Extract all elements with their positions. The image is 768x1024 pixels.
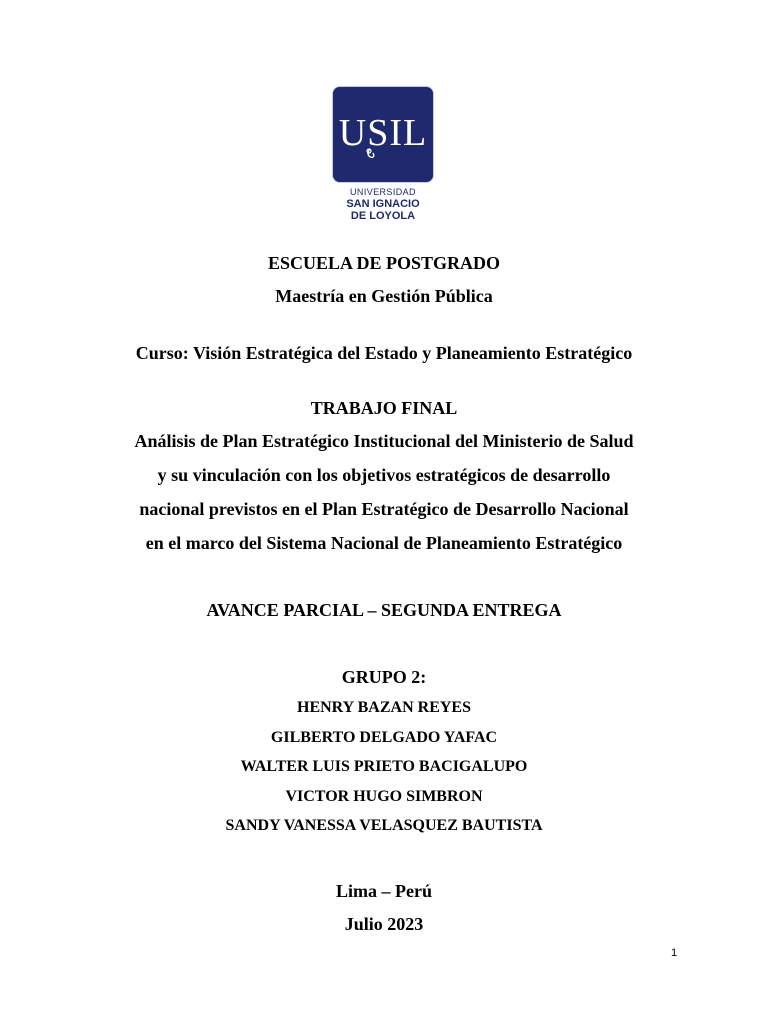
progress-heading: AVANCE PARCIAL – SEGUNDA ENTREGA: [206, 600, 562, 620]
school-heading: ESCUELA DE POSTGRADO: [267, 253, 501, 273]
analysis-line-3: nacional previstos en el Plan Estratégico de Desarrollo Nacional: [139, 499, 629, 519]
group-member: VICTOR HUGO SIMBRON: [285, 788, 483, 805]
group-member: WALTER LUIS PRIETO BACIGALUPO: [240, 758, 528, 775]
analysis-line-1: Análisis de Plan Estratégico Institucional del Ministerio de Salud: [134, 431, 634, 451]
group-member: SANDY VANESSA VELASQUEZ BAUTISTA: [225, 817, 543, 834]
analysis-line-2: y su vinculación con los objetivos estratégicos de desarrollo: [157, 465, 611, 485]
logo-line-2: SAN IGNACIO: [346, 198, 420, 210]
page-number: 1: [670, 947, 678, 959]
group-member: HENRY BAZAN REYES: [297, 699, 471, 716]
logo-line-3: DE LOYOLA: [350, 210, 416, 222]
course-title: Curso: Visión Estratégica del Estado y Planeamiento Estratégico: [135, 343, 633, 363]
group-member: GILBERTO DELGADO YAFAC: [270, 729, 498, 746]
work-title: TRABAJO FINAL: [310, 398, 458, 418]
date: Julio 2023: [344, 914, 424, 934]
logo-emblem: [332, 86, 434, 183]
program-name: Maestría en Gestión Pública: [275, 286, 493, 306]
group-title: GRUPO 2:: [341, 667, 427, 687]
logo-mark-graphic: [333, 87, 433, 182]
analysis-line-4: en el marco del Sistema Nacional de Planeamiento Estratégico: [145, 533, 623, 553]
place: Lima – Perú: [336, 881, 432, 901]
university-logo: [331, 86, 435, 222]
logo-line-1: UNIVERSIDAD: [350, 187, 416, 197]
logo-mark-text: USIL: [338, 112, 428, 154]
